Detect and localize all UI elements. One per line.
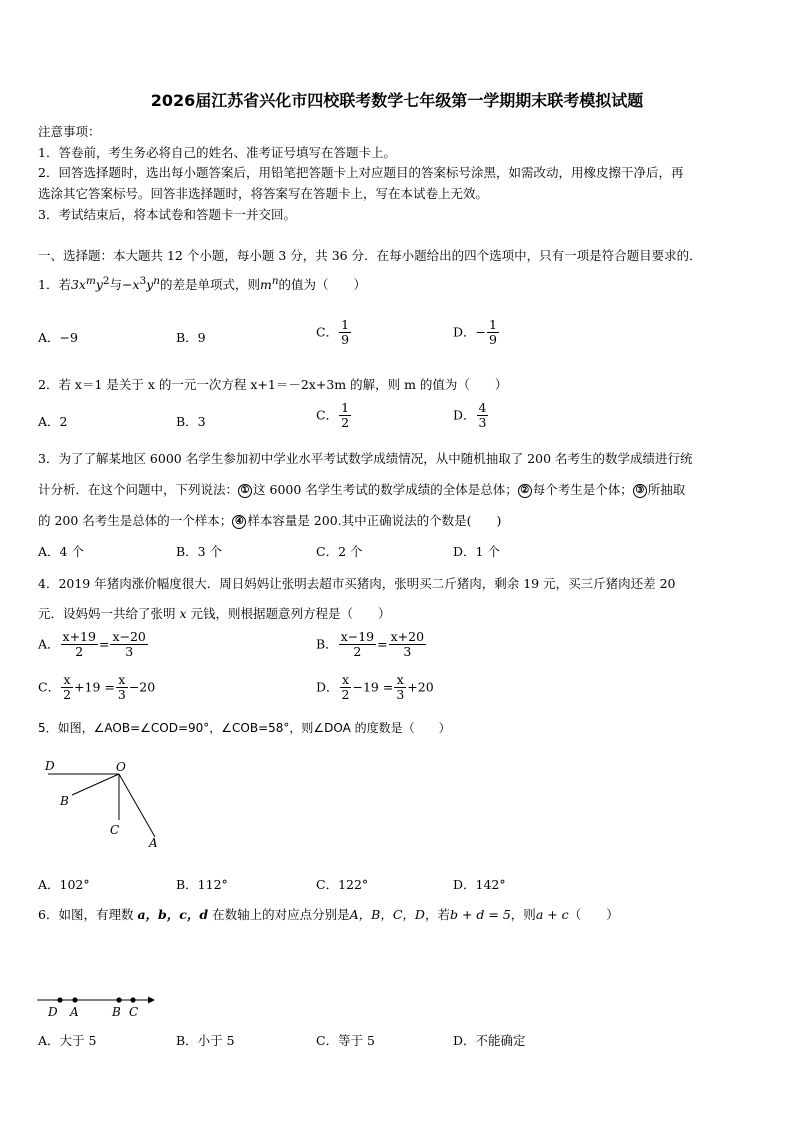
- q5-option-d[interactable]: D．142°: [453, 877, 506, 892]
- q1-option-c[interactable]: C． $\frac{1}{9}$: [316, 317, 350, 348]
- ray-oa: [119, 774, 155, 837]
- question-4-line-2: 元．设妈妈一共给了张明 x 元钱，则根据题意列方程是（ ）: [38, 606, 391, 621]
- q1-option-a[interactable]: A．−9: [38, 330, 78, 345]
- question-3-line-1: 3．为了了解某地区 6000 名学生参加初中学业水平考试数学成绩情况，从中随机抽取了 200 名考生的数学成绩进行统: [38, 451, 693, 466]
- point-label-c: C: [129, 1005, 139, 1019]
- q6-option-d[interactable]: D．不能确定: [453, 1033, 526, 1048]
- label-b: B: [60, 794, 69, 808]
- angle-diagram: [40, 755, 170, 855]
- question-3-line-3: 的 200 名考生是总体的一个样本； ④ 样本容量是 200.其中正确说法的个数是( ): [38, 513, 502, 528]
- notice-line-2: 2．回答选择题时，选出每小题答案后，用铅笔把答题卡上对应题目的答案标号涂黑，如需改动，用橡皮擦干净后，再: [38, 165, 684, 180]
- question-5-stem: 5．如图，∠AOB=∠COD=90°，∠COB=58°，则∠DOA 的度数是（ ）: [38, 721, 451, 735]
- page-title: 2026届江苏省兴化市四校联考数学七年级第一学期期末联考模拟试题: [150, 91, 644, 110]
- q3-option-a[interactable]: A．4 个: [38, 544, 84, 559]
- q2-option-b[interactable]: B．3: [176, 414, 206, 429]
- q4-option-c[interactable]: C． $\frac{x}{2}$ +19 = $\frac{x}{3}$ −20: [38, 672, 156, 703]
- question-4-line-1: 4．2019 年猪肉涨价幅度很大．周日妈妈让张明去超市买猪肉，张明买二斤猪肉，剩余 19 元，买三斤猪肉还差 20: [38, 576, 676, 591]
- question-1-stem: 1．若$3x^my^2$与$-x^3y^n$的差是单项式，则$m^n$的值为（ ）: [38, 275, 367, 293]
- q5-option-b[interactable]: B．112°: [176, 877, 228, 892]
- q6-option-a[interactable]: A．大于 5: [38, 1033, 97, 1048]
- question-6-stem: 6．如图，有理数 a，b，c，d 在数轴上的对应点分别是A，B，C，D，若b + d = 5，则a + c（ ）: [38, 907, 619, 922]
- point-a: [72, 997, 77, 1002]
- label-d: D: [45, 759, 55, 773]
- label-o: O: [116, 760, 126, 774]
- number-line: [35, 990, 165, 1020]
- q4-option-b[interactable]: B． $\frac{x-19}{2}$ = $\frac{x+20}{3}$: [316, 629, 425, 660]
- q5-option-a[interactable]: A．102°: [38, 877, 90, 892]
- q6-option-b[interactable]: B．小于 5: [176, 1033, 235, 1048]
- axis-arrow-icon: [148, 997, 155, 1004]
- q4-option-d[interactable]: D． $\frac{x}{2}$ −19 = $\frac{x}{3}$ +20: [316, 672, 434, 703]
- point-label-a: A: [70, 1005, 79, 1019]
- section-heading: 一、选择题：本大题共 12 个小题，每小题 3 分，共 36 分．在每小题给出的四个选项中，只有一项是符合题目要求的．: [38, 248, 702, 263]
- q3-option-d[interactable]: D．1 个: [453, 544, 500, 559]
- point-label-b: B: [112, 1005, 121, 1019]
- point-d: [57, 997, 62, 1002]
- q3-option-b[interactable]: B．3 个: [176, 544, 223, 559]
- notice-line-3: 选涂其它答案标号。回答非选择题时，将答案写在答题卡上，写在本试卷上无效。: [38, 186, 489, 201]
- q1-option-d[interactable]: D．− $\frac{1}{9}$: [453, 317, 497, 348]
- point-c: [130, 997, 135, 1002]
- q1-option-b[interactable]: B．9: [176, 330, 206, 345]
- q5-option-c[interactable]: C．122°: [316, 877, 369, 892]
- label-a: A: [149, 836, 158, 850]
- q2-option-a[interactable]: A．2: [38, 414, 68, 429]
- q2-option-d[interactable]: D． $\frac{4}{3}$: [453, 400, 487, 431]
- notice-heading: 注意事项：: [38, 124, 101, 139]
- question-2-stem: 2．若 x＝1 是关于 x 的一元一次方程 x+1＝－2x+3m 的解，则 m 的值为（ ）: [38, 377, 508, 392]
- notice-line-4: 3．考试结束后，将本试卷和答题卡一并交回。: [38, 207, 296, 222]
- point-label-d: D: [48, 1005, 58, 1019]
- ray-ob: [72, 774, 119, 795]
- q4-option-a[interactable]: A． $\frac{x+19}{2}$ = $\frac{x-20}{3}$: [38, 629, 146, 660]
- point-b: [116, 997, 121, 1002]
- q6-option-c[interactable]: C．等于 5: [316, 1033, 375, 1048]
- notice-line-1: 1．答卷前，考生务必将自己的姓名、准考证号填写在答题卡上。: [38, 145, 396, 160]
- q3-option-c[interactable]: C．2 个: [316, 544, 363, 559]
- question-3-line-2: 计分析．在这个问题中，下列说法： ① 这 6000 名学生考试的数学成绩的全体是总体； ② 每个考生是个体； ③ 所抽取: [38, 482, 686, 497]
- q2-option-c[interactable]: C． $\frac{1}{2}$: [316, 400, 350, 431]
- label-c: C: [110, 823, 120, 837]
